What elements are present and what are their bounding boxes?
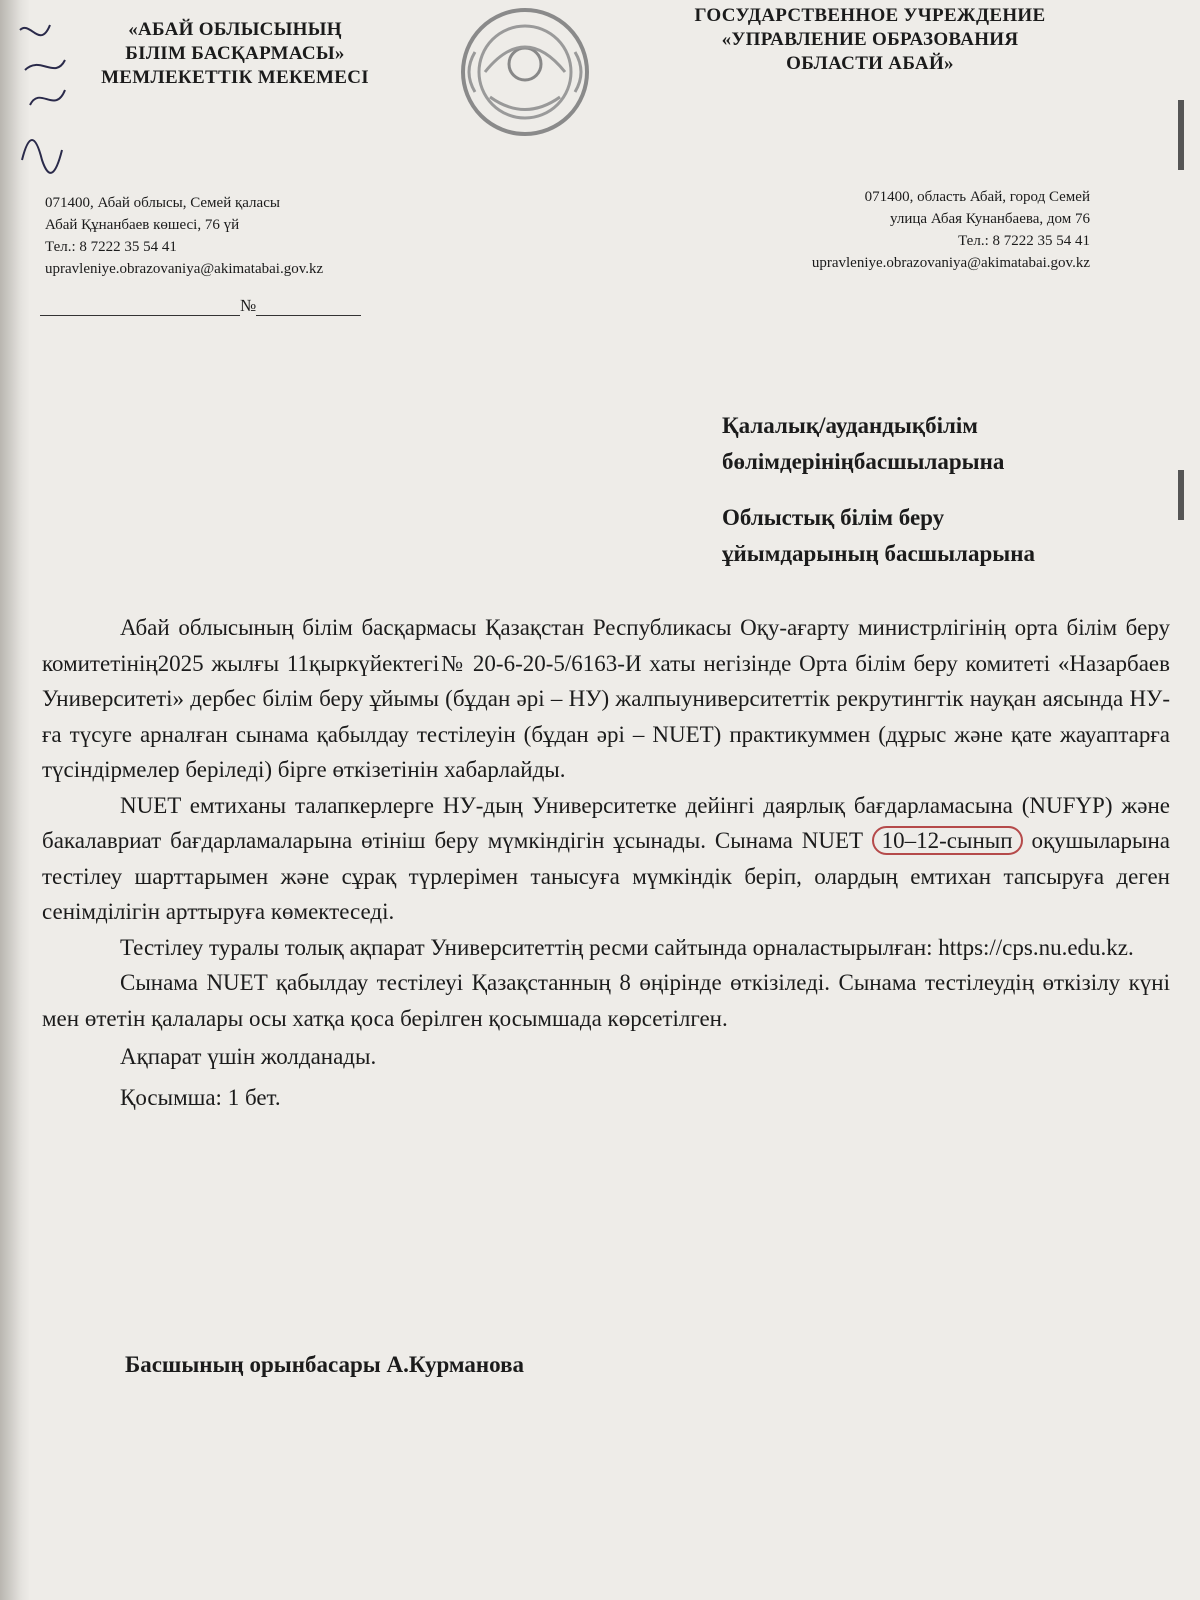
state-emblem-icon xyxy=(445,2,605,142)
paragraph-4: Сынама NUET қабылдау тестілеуі Қазақстанның 8 өңірінде өткізіледі. Сынама тестілеудің өткізілу күні мен өтетін қалалары осы хатқа қоса берілген қосымшада көрсетілген. xyxy=(42,970,1170,1031)
number-blank xyxy=(256,299,361,316)
address-kazakh-email: upravleniye.obrazovaniya@akimatabai.gov.kz xyxy=(45,261,324,277)
header-russian-line-2: «УПРАВЛЕНИЕ ОБРАЗОВАНИЯ xyxy=(721,29,1019,50)
header-kazakh-line-3: МЕМЛЕКЕТТІК МЕКЕМЕСІ xyxy=(101,67,369,88)
addressee-district-heads xyxy=(722,408,1162,480)
header-russian-line-3: ОБЛАСТИ АБАЙ» xyxy=(786,53,954,74)
address-russian xyxy=(690,186,1090,274)
address-kazakh-line-1: 071400, Абай облысы, Семей қаласы xyxy=(45,195,280,211)
circled-grade-range: 10–12-сынып xyxy=(872,826,1023,855)
header-russian-line-1: ГОСУДАРСТВЕННОЕ УЧРЕЖДЕНИЕ xyxy=(694,5,1046,26)
paragraph-attachment: Қосымша: 1 бет. xyxy=(120,1085,281,1110)
staple-mark xyxy=(1178,100,1184,170)
header-kazakh-line-2: БІЛІМ БАСҚАРМАСЫ» xyxy=(125,43,345,64)
addressee-1-line-1: Қалалық/аудандықбілім xyxy=(722,413,978,438)
paragraph-sent-for-info: Ақпарат үшін жолданады. xyxy=(120,1044,377,1069)
signature-line: Басшының орынбасары А.Курманова xyxy=(125,1352,525,1377)
paragraph-2-end: оқушыларына тестілеу шарттарымен және сұрақ түрлерімен танысуға мүмкіндік беріп, олардың емтихан тапсыруға деген сенімділігін арттыруға көмектеседі. xyxy=(42,828,1170,924)
address-russian-line-1: 071400, область Абай, город Семей xyxy=(864,189,1090,205)
paragraph-2 xyxy=(42,788,1170,930)
addressee-organization-heads xyxy=(722,500,1162,572)
address-kazakh xyxy=(45,192,445,280)
header-kazakh xyxy=(70,18,400,90)
addressee-1-line-2: бөлімдерініңбасшыларына xyxy=(722,449,1005,474)
date-blank xyxy=(40,299,240,316)
paragraph-1: Абай облысының білім басқармасы Қазақстан Республикасы Оқу-ағарту министрлігінің орта білім беру комитетінің2025 жылғы 11қыркүйектегі№ 20-6-20-5/6163-И хаты негізінде Орта білім беру комитеті «Назарбаев Университеті» дербес білім беру ұйымы (бұдан әрі – НУ) жалпыуниверситеттік рекрутингтік науқан аясында НУ-ға түсуге арналған сынама қабылдау тестілеуін (бұдан әрі – NUET) практикуммен (дұрыс және қате жауаптарға түсіндірмелер беріледі) бірге өткізетінін хабарлайды. xyxy=(42,615,1170,782)
address-russian-line-2: улица Абая Кунанбаева, дом 76 xyxy=(890,211,1090,227)
paragraph-2-start: NUET емтиханы талапкерлерге НУ-дың Университетке дейінгі даярлық бағдарламасына (NUFYP) және бакалавриат бағдарламаларына өтініш беру мүмкіндігін ұсынады. Сынама NUET xyxy=(42,792,1170,853)
addressee-2-line-1: Облыстық білім беру xyxy=(722,505,945,530)
letter-body xyxy=(42,610,1170,1118)
address-russian-email: upravleniye.obrazovaniya@akimatabai.gov.kz xyxy=(811,255,1090,271)
header-kazakh-line-1: «АБАЙ ОБЛЫСЫНЫҢ xyxy=(128,19,342,40)
paragraph-3: Тестілеу туралы толық ақпарат Университеттің ресми сайтында орналастырылған: https://cps.nu.edu.kz. xyxy=(120,934,1134,960)
addressee-2-line-2: ұйымдарының басшыларына xyxy=(722,541,1035,566)
header-russian xyxy=(650,4,1090,76)
number-sign: № xyxy=(240,296,257,315)
address-russian-phone: Тел.: 8 7222 35 54 41 xyxy=(958,233,1090,249)
page-edge-shadow xyxy=(0,0,30,1600)
address-kazakh-line-2: Абай Құнанбаев көшесі, 76 үй xyxy=(45,217,240,233)
registration-number-line xyxy=(40,296,361,316)
address-kazakh-phone: Тел.: 8 7222 35 54 41 xyxy=(45,239,177,255)
staple-mark xyxy=(1178,470,1184,520)
